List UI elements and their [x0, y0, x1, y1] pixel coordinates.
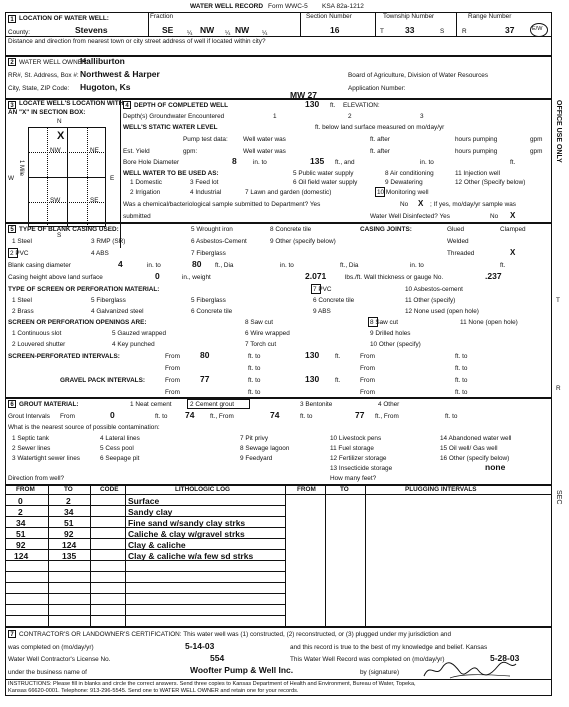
perf-ftto4: ft. to — [455, 365, 468, 372]
source-none: none — [485, 462, 506, 472]
src-15: 15 Oil well/ Gas well — [440, 445, 498, 452]
gravel-label: GRAVEL PACK INTERVALS: — [60, 377, 145, 384]
height-value: 0 — [155, 271, 160, 281]
src-2: 2 Sewer lines — [12, 445, 51, 452]
locate-label-1: LOCATE WELL'S LOCATION WITH — [19, 100, 124, 107]
pump-label: Pump test data: — [183, 136, 228, 143]
board-label: Board of Agriculture, Division of Water Resources — [348, 72, 489, 79]
township-label: Township Number — [383, 13, 435, 20]
casing-2: 2 PVC — [10, 250, 29, 257]
township-value: 33 — [405, 25, 415, 35]
grout-to2: 77 — [355, 410, 365, 420]
screen-10: 10 Asbestos-cement — [405, 286, 463, 293]
grout-2: 2 Cement grout — [190, 401, 235, 408]
opening-8: 8 Saw cut — [370, 319, 399, 326]
screen-6: 6 Concrete tile — [191, 308, 233, 315]
fraction-1: SE — [162, 25, 174, 35]
joints-glued: Glued — [447, 226, 465, 233]
opening-9: 9 Drilled holes — [370, 330, 411, 337]
section-number-label: Section Number — [306, 13, 352, 20]
col-plugging: PLUGGING INTERVALS — [405, 486, 477, 493]
grout-to1: 74 — [185, 410, 195, 420]
diameter-in-to: in. to — [147, 262, 161, 269]
diameter-in3: in. to — [410, 262, 424, 269]
location-label: LOCATION OF WATER WELL: — [19, 15, 109, 22]
src-16: 16 Other (specify below) — [440, 455, 510, 462]
bore-in-to: in. to — [253, 159, 267, 166]
section-number: 16 — [330, 25, 340, 35]
gravel-ftto3: ft. to — [248, 389, 261, 396]
application-label: Application Number: — [348, 85, 406, 92]
gravel-from-label: From — [165, 377, 180, 384]
groundwater-label: Depth(s) Groundwater Encountered — [123, 113, 225, 120]
owner-value: Halliburton — [80, 56, 125, 66]
owner-label: WATER WELL OWNER: — [19, 59, 89, 66]
opening-1: 1 Continuous slot — [12, 330, 62, 337]
gravel-from3-label: From — [165, 389, 180, 396]
log-row-6-desc: Clay & caliche w/a few sd strks — [128, 551, 254, 561]
bore-in2: in. to — [420, 159, 434, 166]
use-9: 9 Dewatering — [385, 179, 423, 186]
perf-from-label: From — [165, 353, 180, 360]
mw-value: MW 27 — [290, 90, 317, 100]
bore-ft: ft. — [510, 159, 516, 166]
use-12: 12 Other (Specify below) — [455, 179, 526, 186]
fraction-2: NW — [200, 25, 215, 35]
screen-5: 5 Fiberglass — [191, 297, 226, 304]
grout-1: 1 Neat cement — [130, 401, 172, 408]
casing-1: 1 Steel — [12, 238, 32, 245]
screen-9: 9 ABS — [313, 308, 331, 315]
log-row-6-from: 124 — [14, 551, 29, 561]
mile-label: 1 Mile — [18, 160, 24, 177]
opening-4: 4 Key punched — [112, 341, 155, 348]
pump-hours: hours pumping — [455, 136, 498, 143]
log-row-3-from: 34 — [16, 518, 26, 528]
gravel-to: 130 — [305, 374, 320, 384]
perf-label: SCREEN-PERFORATED INTERVALS: — [8, 353, 120, 360]
grout-ftto3: ft. to — [445, 413, 458, 420]
diameter-ftdia: ft., Dia — [215, 262, 234, 269]
direction-label: Direction from well? — [8, 475, 65, 482]
perf-from4-label: From — [360, 365, 375, 372]
ew-label: E/W — [532, 26, 543, 32]
screen-12: 12 None used (open hole) — [405, 308, 479, 315]
diameter-ft: ft. — [500, 262, 506, 269]
diameter-in2: in. to — [280, 262, 294, 269]
gw-1: 1 — [273, 113, 277, 120]
section-2-number: 2 — [8, 58, 16, 66]
src-1: 1 Septic tank — [12, 435, 49, 442]
src-12: 12 Fertilizer storage — [330, 455, 387, 462]
grout-from-label: From — [60, 413, 75, 420]
grout-from2: 74 — [270, 410, 280, 420]
use-11: 11 Injection well — [455, 170, 500, 177]
screen-2: 2 Brass — [12, 308, 34, 315]
bore-to: 135 — [310, 156, 325, 166]
yield-label: Est. Yield — [123, 148, 150, 155]
gravel-from2-label: From — [360, 377, 375, 384]
opening-7: 7 Torch cut — [245, 341, 277, 348]
log-row-4-to: 92 — [64, 529, 74, 539]
yield-after: ft. after — [370, 148, 390, 155]
weight-lbs: lbs./ft. Wall thickness or gauge No. — [345, 274, 444, 281]
instructions-1: INSTRUCTIONS: Please fill in blanks and circle the correct answers. Send three copies to Kansas Department of Health and Environment, Bureau of Water, Topeka, — [8, 681, 416, 687]
gravel-from: 77 — [200, 374, 210, 384]
license-value: 554 — [210, 653, 225, 663]
side-sec: SEC — [555, 490, 562, 505]
screen-label: TYPE OF SCREEN OR PERFORATION MATERIAL: — [8, 286, 160, 293]
address-value: Northwest & Harper — [80, 69, 160, 79]
gravel-ftto2: ft. to — [455, 377, 468, 384]
ksa-number: KSA 82a-1212 — [322, 3, 364, 10]
township-t: T — [380, 28, 384, 35]
locate-label-2: AN "X" IN SECTION BOX: — [8, 109, 86, 116]
section-1-number: 1 — [8, 15, 16, 23]
howmany-label: How many feet? — [330, 475, 377, 482]
perf-ftto2: ft. to — [455, 353, 468, 360]
side-r: R — [556, 385, 561, 392]
bact-ifyes: ; If yes, mo/day/yr sample was — [430, 201, 516, 208]
col-to2: TO — [340, 486, 349, 493]
true-statement: and this record is true to the best of my knowledge and belief. Kansas — [290, 644, 488, 651]
pump-wellwater: Well water was — [243, 136, 286, 143]
screen-8: 6 Concrete tile — [313, 297, 355, 304]
log-row-1-desc: Surface — [128, 496, 160, 506]
city-label: City, State, ZIP Code: — [8, 85, 70, 92]
opening-5: 8 Saw cut — [245, 319, 274, 326]
grout-3: 3 Bentonite — [300, 401, 333, 408]
screen-3: 5 Fiberglass — [91, 297, 126, 304]
yield-gpm2: gpm — [530, 148, 543, 155]
src-3: 3 Watertight sewer lines — [12, 455, 80, 462]
gauge-value: .237 — [485, 271, 502, 281]
opening-10: 10 Other (specify) — [370, 341, 421, 348]
address-label: RR#, St. Address, Box #: — [8, 72, 79, 79]
gravel-ft: ft. — [335, 377, 341, 384]
src-4: 4 Lateral lines — [100, 435, 140, 442]
quadrant-se: SE — [90, 197, 99, 204]
diameter-to: 80 — [192, 259, 202, 269]
pump-gpm: gpm — [530, 136, 543, 143]
bact-label: Was a chemical/bacteriological sample submitted to Department? Yes — [123, 201, 321, 208]
range-value: 37 — [505, 25, 515, 35]
src-6: 6 Seepage pit — [100, 455, 140, 462]
joints-clamped: Clamped — [500, 226, 526, 233]
section-5-number: 5 — [8, 225, 16, 233]
submitted-label: submitted — [123, 213, 151, 220]
log-row-2-from: 2 — [18, 507, 23, 517]
disinfected-label: Water Well Disinfected? Yes — [370, 213, 450, 220]
pump-after: ft. after — [370, 136, 390, 143]
grout-4: 4 Other — [378, 401, 400, 408]
use-6: 6 Oil field water supply — [293, 179, 358, 186]
src-10: 10 Livestock pens — [330, 435, 382, 442]
perf-from3-label: From — [165, 365, 180, 372]
completed-date: 5-14-03 — [185, 641, 215, 651]
casing-9: 9 Other (specify below) — [270, 238, 336, 245]
log-row-4-from: 51 — [16, 529, 26, 539]
license-label: Water Well Contractor's License No. — [8, 656, 111, 663]
grout-ftto2: ft. to — [300, 413, 313, 420]
use-2: 2 Irrigation — [130, 189, 161, 196]
log-row-3-to: 51 — [64, 518, 74, 528]
src-9: 9 Feedyard — [240, 455, 273, 462]
grout-ftfrom2: ft., From — [375, 413, 399, 420]
compass-s: S — [57, 232, 62, 239]
gravel-ftto4: ft. to — [455, 389, 468, 396]
yield-hours: hours pumping — [455, 148, 498, 155]
grout-int-label: Grout Intervals — [8, 413, 50, 420]
log-row-1-to: 2 — [66, 496, 71, 506]
col-to: TO — [64, 486, 73, 493]
gravel-from4-label: From — [360, 389, 375, 396]
gravel-ftto: ft. to — [248, 377, 261, 384]
openings-label: SCREEN OR PERFORATION OPENINGS ARE: — [8, 319, 147, 326]
quadrant-ne: NE — [90, 147, 99, 154]
grout-ftto1: ft. to — [155, 413, 168, 420]
diameter-ftdia2: ft., Dia — [340, 262, 359, 269]
disinfected-no: No — [490, 213, 499, 220]
log-row-5-desc: Clay & caliche — [128, 540, 186, 550]
range-r: R — [462, 28, 467, 35]
grout-from1: 0 — [110, 410, 115, 420]
opening-3: 5 Gauzed wrapped — [112, 330, 167, 337]
diameter-value: 4 — [118, 259, 123, 269]
elevation-label: ELEVATION: — [343, 102, 380, 109]
height-label: Casing height above land surface — [8, 274, 103, 281]
perf-ft: ft. — [335, 353, 341, 360]
side-t: T — [556, 297, 560, 304]
joints-welded: Welded — [447, 238, 469, 245]
township-s: S — [440, 28, 445, 35]
casing-label: TYPE OF BLANK CASING USED: — [19, 226, 119, 233]
distance-label: Distance and direction from nearest town or city street address of well if located within city? — [8, 38, 266, 45]
depth-value: 130 — [305, 99, 320, 109]
src-8: 8 Sewage lagoon — [240, 445, 290, 452]
depth-label: DEPTH OF COMPLETED WELL — [134, 102, 229, 109]
completed-label: was completed on (mo/day/yr) — [8, 644, 94, 651]
col-from2: FROM — [297, 486, 316, 493]
fraction-3: NW — [235, 25, 250, 35]
screen-11: 11 Other (specify) — [405, 297, 456, 304]
screen-7: 7 PVC — [313, 286, 332, 293]
use-1: 1 Domestic — [130, 179, 162, 186]
log-row-3-desc: Fine sand w/sandy clay strks — [128, 518, 246, 528]
src-11: 11 Fuel storage — [330, 445, 374, 452]
source-label: What is the nearest source of possible contamination: — [8, 424, 160, 431]
use-label: WELL WATER TO BE USED AS: — [123, 170, 219, 177]
perf-from2-label: From — [360, 353, 375, 360]
log-row-6-to: 135 — [62, 551, 77, 561]
range-label: Range Number — [468, 13, 512, 20]
screen-1: 1 Steel — [12, 297, 32, 304]
quarter-2: ¼ — [225, 30, 231, 37]
threaded-x: X — [510, 248, 516, 257]
cert-label: CONTRACTOR'S OR LANDOWNER'S CERTIFICATION: This water well was (1) constructed, (2) reconstructed, or (3) plugged under my jurisdiction and — [19, 631, 452, 638]
log-row-5-from: 92 — [16, 540, 26, 550]
well-location-x: X — [57, 130, 65, 142]
disinfected-x: X — [510, 211, 516, 220]
section-3-number: 3 — [8, 101, 16, 109]
weight-value: 2.071 — [305, 271, 327, 281]
quadrant-sw: SW — [50, 197, 61, 204]
section-6-number: 6 — [8, 400, 16, 408]
casing-5: 5 Wrought iron — [191, 226, 233, 233]
joints-label: CASING JOINTS: — [360, 226, 412, 233]
use-8: 8 Air conditioning — [385, 170, 434, 177]
use-5: 5 Public water supply — [293, 170, 354, 177]
instructions-2: Kansas 66620-0001. Telephone: 913-296-5545. Send one to WATER WELL OWNER and retain one for your records. — [8, 688, 299, 694]
bore-label: Bore Hole Diameter — [123, 159, 180, 166]
col-lithologic: LITHOLOGIC LOG — [175, 486, 231, 493]
fraction-label: Fraction — [150, 13, 174, 20]
static-rest: ft. below land surface measured on mo/day/yr — [315, 124, 445, 131]
bore-diameter: 8 — [232, 156, 237, 166]
section-7-number: 7 — [8, 630, 16, 638]
signature-label: by (signature) — [360, 669, 400, 676]
city-value: Hugoton, Ks — [80, 82, 131, 92]
log-row-2-desc: Sandy clay — [128, 507, 173, 517]
gw-3: 3 — [420, 113, 424, 120]
perf-to: 130 — [305, 350, 320, 360]
form-title: WATER WELL RECORD — [190, 3, 264, 10]
casing-4: 4 ABS — [91, 250, 109, 257]
business-label: under the business name of — [8, 669, 87, 676]
log-row-2-to: 34 — [64, 507, 74, 517]
perf-from: 80 — [200, 350, 210, 360]
yield-gpm: gpm: — [183, 148, 198, 155]
casing-7: 7 Fiberglass — [191, 250, 226, 257]
col-code: CODE — [100, 486, 119, 493]
bact-no: No — [400, 201, 409, 208]
use-4: 4 Industrial — [190, 189, 222, 196]
section-4-number: 4 — [123, 101, 131, 109]
gw-2: 2 — [348, 113, 352, 120]
casing-6: 6 Asbestos-Cement — [191, 238, 247, 245]
use-7: 7 Lawn and garden (domestic) — [245, 189, 332, 196]
src-13: 13 Insecticide storage — [330, 465, 393, 472]
county-label: County: — [8, 29, 31, 36]
compass-w: W — [8, 175, 15, 182]
record-date: 5-28-03 — [490, 653, 520, 663]
county-value: Stevens — [75, 25, 108, 35]
casing-3: 3 RMP (SR) — [91, 238, 126, 245]
src-5: 5 Cess pool — [100, 445, 134, 452]
record-label: This Water Well Record was completed on (mo/day/yr) — [290, 656, 445, 663]
screen-4: 4 Galvanized steel — [91, 308, 144, 315]
bact-x: X — [418, 199, 424, 208]
business-value: Woofter Pump & Well Inc. — [190, 665, 294, 675]
col-from: FROM — [16, 486, 35, 493]
static-label: WELL'S STATIC WATER LEVEL — [123, 124, 218, 131]
log-row-5-to: 124 — [62, 540, 77, 550]
opening-2: 2 Louvered shutter — [12, 341, 66, 348]
diameter-label: Blank casing diameter — [8, 262, 71, 269]
joints-threaded: Threaded — [447, 250, 475, 257]
compass-e: E — [110, 175, 115, 182]
src-7: 7 Pit privy — [240, 435, 269, 442]
height-inweight: in., weight — [182, 274, 211, 281]
use-10: 10 Monitoring well — [377, 189, 429, 196]
use-3: 3 Feed lot — [190, 179, 219, 186]
log-row-1-from: 0 — [18, 496, 23, 506]
opening-11: 11 None (open hole) — [460, 319, 518, 326]
quarter-3: ¼ — [262, 30, 268, 37]
depth-ft: ft. — [330, 102, 336, 109]
form-number: Form WWC-5 — [268, 3, 308, 10]
grout-ftfrom: ft., From — [210, 413, 234, 420]
compass-n: N — [57, 118, 62, 125]
grout-label: GROUT MATERIAL: — [19, 401, 79, 408]
office-use-only: OFFICE USE ONLY — [555, 100, 562, 163]
perf-ftto: ft. to — [248, 353, 261, 360]
perf-ftto3: ft. to — [248, 365, 261, 372]
log-row-4-desc: Caliche & clay w/gravel strks — [128, 529, 245, 539]
quarter-1: ¼ — [187, 30, 193, 37]
opening-6: 6 Wire wrapped — [245, 330, 290, 337]
src-14: 14 Abandoned water well — [440, 435, 512, 442]
quadrant-nw: NW — [50, 147, 61, 154]
casing-8: 8 Concrete tile — [270, 226, 312, 233]
bore-and: ft., and — [335, 159, 355, 166]
yield-wellwater: Well water was — [243, 148, 286, 155]
